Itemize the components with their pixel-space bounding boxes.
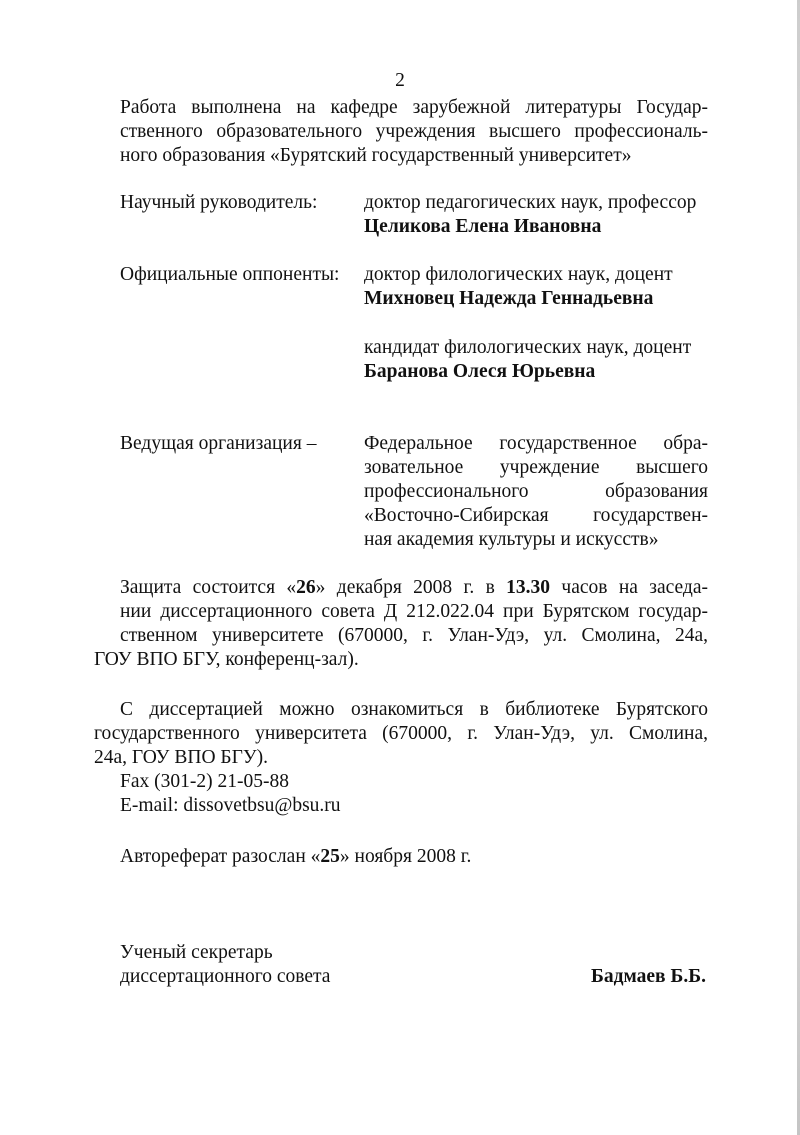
mailing-pre: Автореферат разослан « [120, 846, 321, 867]
secretary-title: Ученый секретарь [120, 942, 273, 963]
leading-org-block [364, 432, 708, 552]
intro-line: ного образования «Бурятский государственный университет» [120, 145, 632, 166]
secretary-council: диссертационного совета [120, 966, 331, 987]
library-line: С диссертацией можно ознакомиться в библиотеке Бурятского [120, 699, 708, 720]
defense-text: часов на заседа- [550, 577, 709, 598]
intro-line: ственного образовательного учреждения высшего профессиональ- [120, 121, 708, 142]
defense-line [120, 576, 708, 600]
leading-org-line: ная академия культуры и искусств» [364, 529, 659, 550]
library-line: 24а, ГОУ ВПО БГУ). [94, 747, 269, 768]
defense-text: Защита состоится « [120, 577, 297, 598]
defense-time: 13.30 [506, 577, 551, 598]
mailing-text [120, 845, 708, 869]
intro-line: Работа выполнена на кафедре зарубежной литературы Государ- [120, 97, 708, 118]
secretary-name: Бадмаев Б.Б. [590, 966, 706, 987]
opponent-second-block [364, 336, 708, 384]
mailing-post: » ноября 2008 г. [339, 846, 472, 867]
mailing-line [120, 845, 708, 869]
defense-line: ГОУ ВПО БГУ, конференц-зал). [94, 649, 359, 670]
page-number: 2 [395, 70, 405, 91]
opponent-first-name: Михновец Надежда Геннадьевна [364, 288, 654, 309]
supervisor-title: доктор педагогических наук, профессор [364, 192, 697, 213]
leading-org-line: «Восточно-Сибирская государствен- [364, 505, 708, 526]
leading-org-line: зовательное учреждение высшего [364, 457, 708, 478]
supervisor-label: Научный руководитель: [120, 192, 318, 213]
opponent-second-title: кандидат филологических наук, доцент [364, 337, 692, 358]
supervisor-block [364, 191, 708, 239]
defense-text: » декабря 2008 г. в [315, 577, 507, 598]
intro-paragraph [120, 96, 708, 168]
leading-org-line: Федеральное государственное обра- [364, 433, 708, 454]
library-paragraph [94, 698, 708, 818]
defense-line: ственном университете (670000, г. Улан-Удэ, ул. Смолина, 24а, [120, 625, 708, 646]
leading-org-label: Ведущая организация – [120, 433, 317, 454]
defense-day: 26 [296, 577, 316, 598]
library-line: государственного университета (670000, г. Улан-Удэ, ул. Смолина, [94, 723, 708, 744]
opponent-first-title: доктор филологических наук, доцент [364, 264, 673, 285]
fax-line: Fax (301-2) 21-05-88 [120, 771, 289, 792]
opponent-first-block [364, 263, 708, 311]
defense-line: нии диссертационного совета Д 212.022.04 при Бурятском государ- [120, 601, 708, 622]
opponent-second-name: Баранова Олеся Юрьевна [364, 361, 596, 382]
mailing-day: 25 [320, 846, 340, 867]
supervisor-name: Целикова Елена Ивановна [364, 216, 602, 237]
defense-paragraph [94, 576, 709, 672]
email-line: E-mail: dissovetbsu@bsu.ru [120, 795, 341, 816]
leading-org-line: профессионального образования [364, 481, 708, 502]
opponents-label: Официальные оппоненты: [120, 264, 340, 285]
